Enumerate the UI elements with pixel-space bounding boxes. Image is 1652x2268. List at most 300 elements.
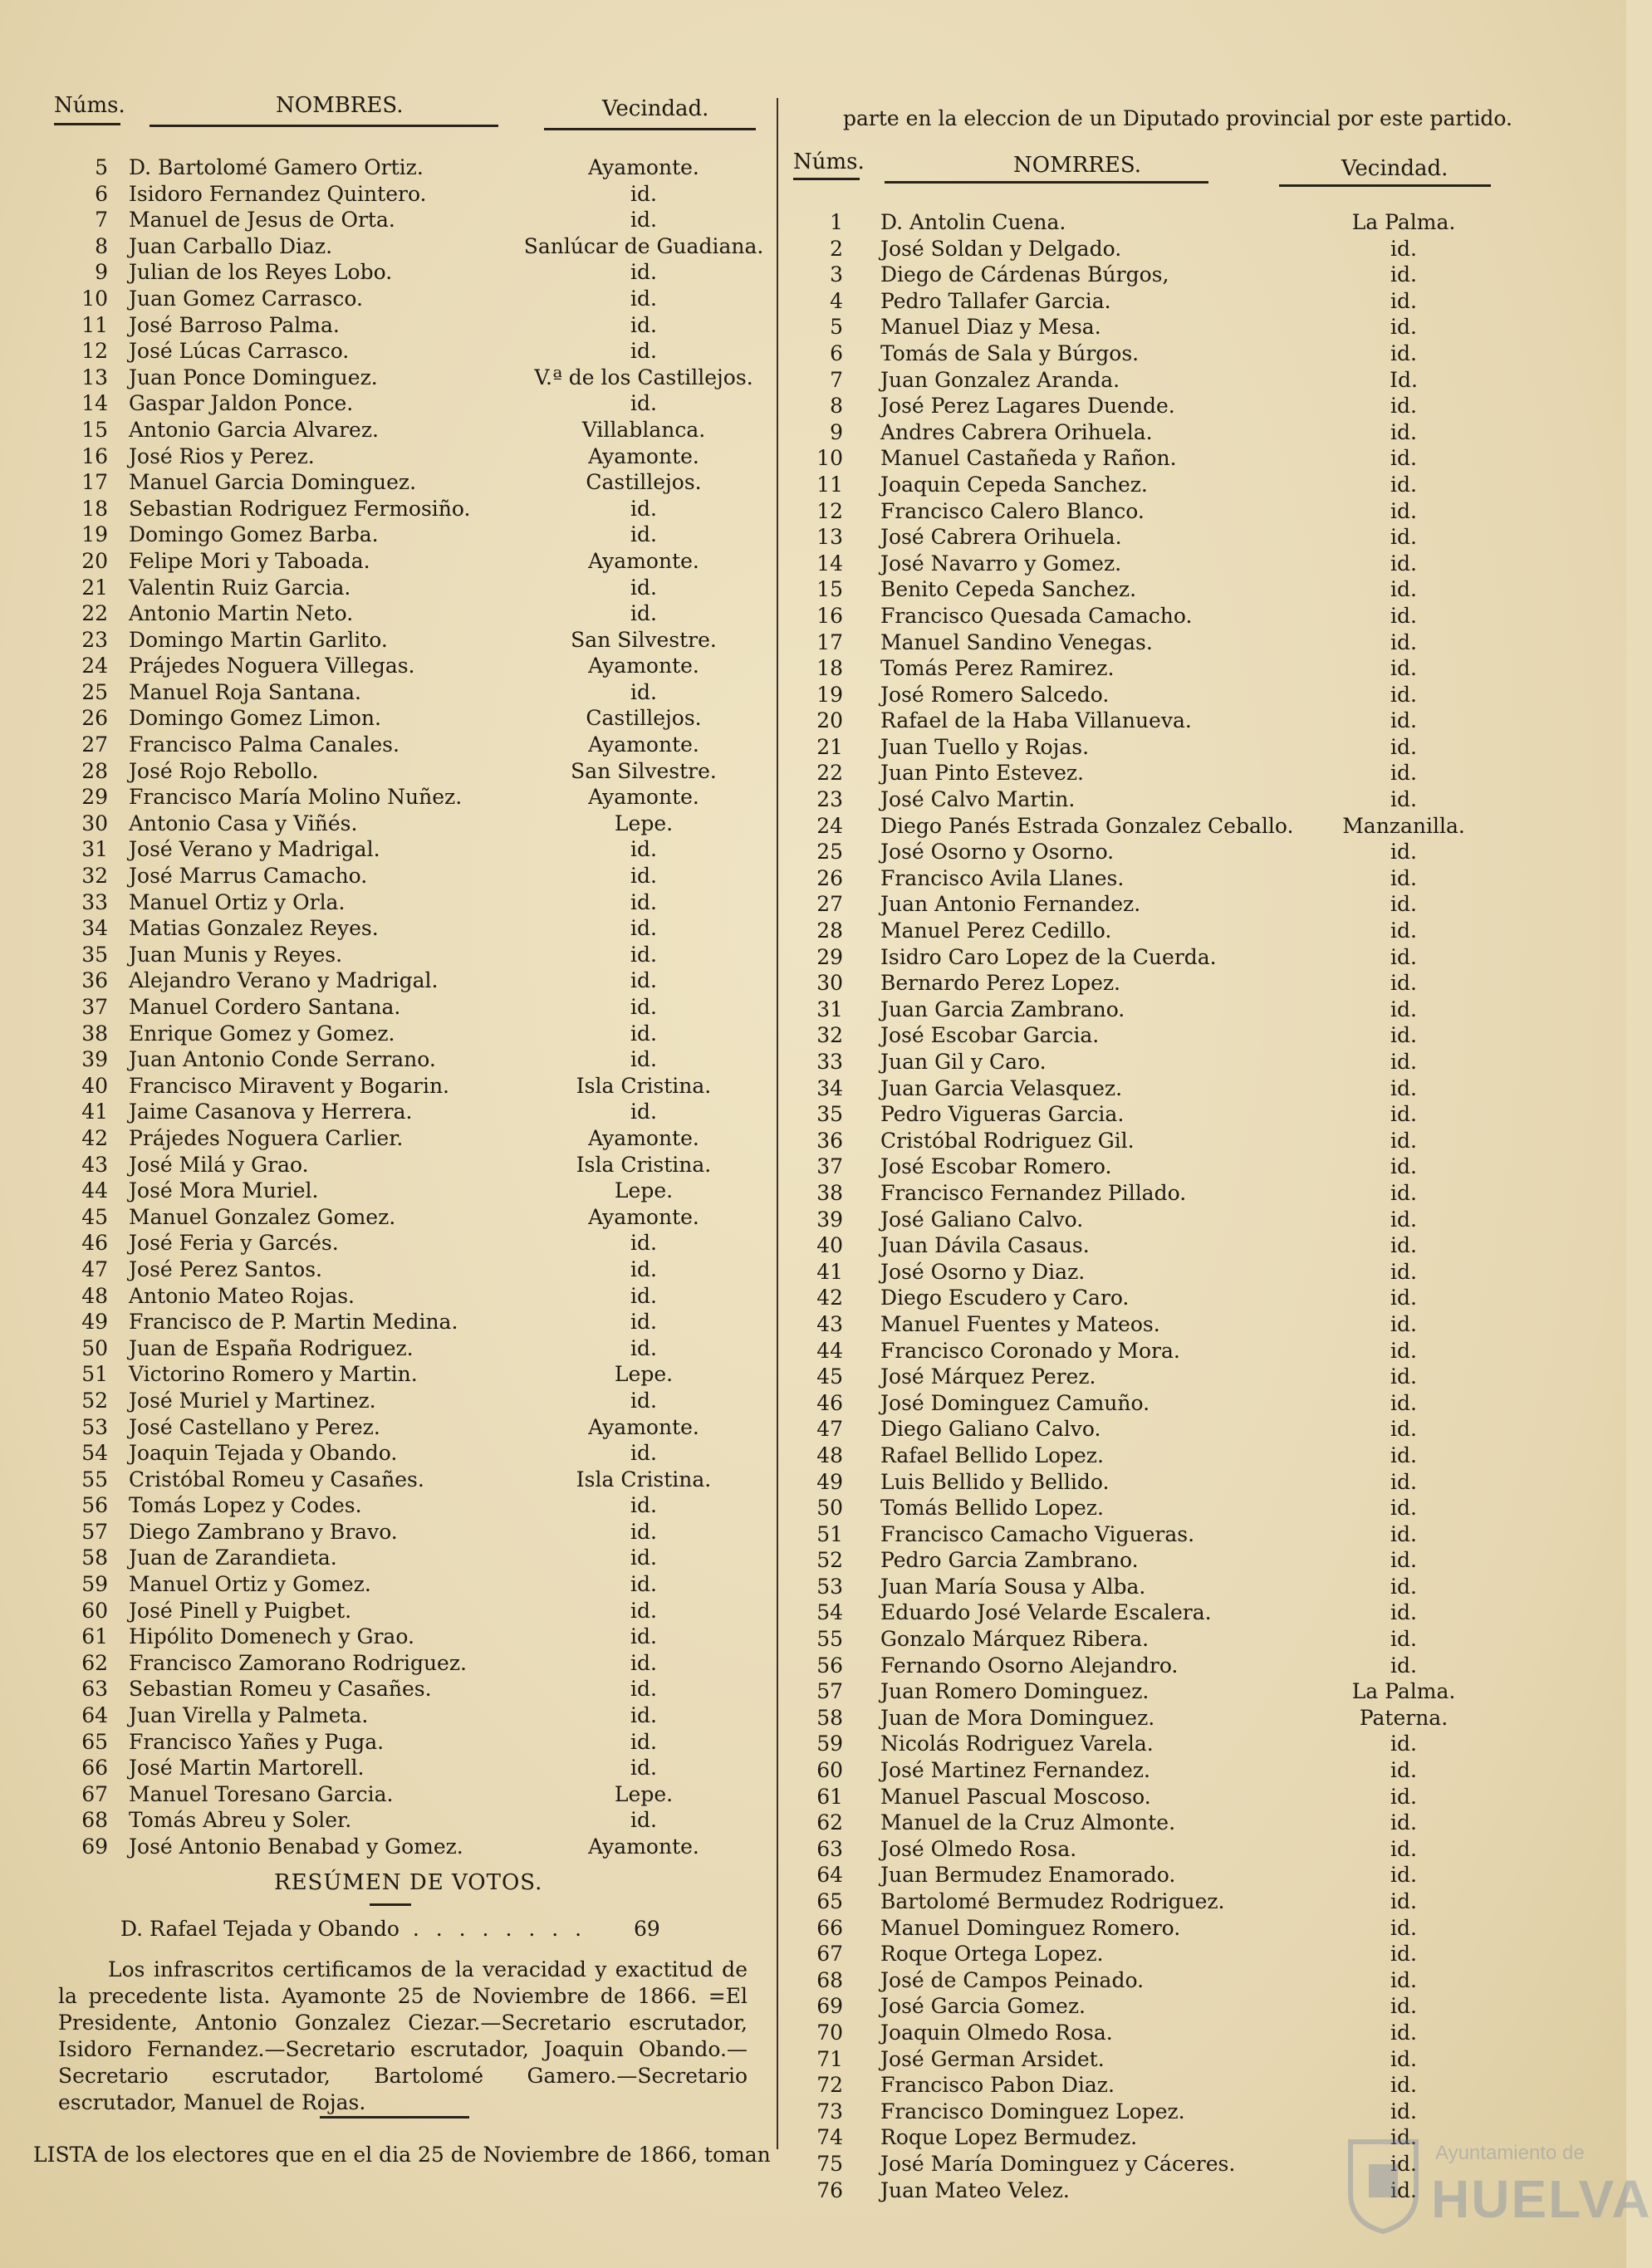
- elector-name: Juan de España Rodriguez.: [129, 1335, 414, 1360]
- elector-name: José Escobar Romero.: [880, 1154, 1112, 1179]
- elector-vecindad: Ayamonte.: [588, 1125, 699, 1150]
- elector-vecindad: id.: [1390, 1784, 1417, 1809]
- elector-row: [50, 1571, 764, 1598]
- elector-name: Diego Panés Estrada Gonzalez Ceballo.: [880, 813, 1294, 838]
- elector-row: [50, 1309, 764, 1335]
- elector-name: Prájedes Noguera Carlier.: [129, 1125, 404, 1150]
- elector-number: 65: [81, 1729, 108, 1754]
- elector-row: [789, 314, 1495, 340]
- elector-row: [789, 524, 1495, 551]
- elector-number: 57: [81, 1519, 108, 1544]
- elector-name: Domingo Martin Garlito.: [129, 627, 388, 652]
- elector-number: 64: [81, 1703, 108, 1728]
- elector-name: D. Antolin Cuena.: [880, 210, 1066, 234]
- elector-name: Cristóbal Romeu y Casañes.: [129, 1467, 424, 1492]
- elector-vecindad: id.: [1390, 787, 1417, 812]
- elector-vecindad: id.: [1390, 629, 1417, 654]
- elector-row: [50, 1414, 764, 1441]
- elector-vecindad: id.: [1390, 1863, 1417, 1888]
- elector-row: [50, 1152, 764, 1178]
- elector-number: 22: [816, 761, 843, 786]
- header-rule: [54, 123, 120, 125]
- elector-row: [50, 967, 764, 994]
- elector-name: Pedro Tallafer Garcia.: [880, 288, 1111, 313]
- elector-row: [50, 1807, 764, 1834]
- elector-vecindad: id.: [630, 1021, 657, 1046]
- elector-number: 61: [81, 1624, 108, 1649]
- elector-vecindad: id.: [630, 575, 657, 600]
- right-elector-list: [789, 209, 1495, 2203]
- elector-row: [789, 1075, 1495, 1102]
- elector-name: José María Dominguez y Cáceres.: [880, 2151, 1236, 2176]
- elector-name: José Martin Martorell.: [129, 1756, 365, 1781]
- elector-name: Francisco Yañes y Puga.: [129, 1729, 385, 1754]
- elector-vecindad: id.: [1390, 2073, 1417, 2098]
- header-rule: [1279, 184, 1491, 187]
- elector-name: Francisco de P. Martin Medina.: [129, 1310, 458, 1335]
- elector-number: 14: [81, 391, 108, 416]
- elector-vecindad: id.: [1390, 1443, 1417, 1467]
- elector-name: Juan Bermudez Enamorado.: [880, 1863, 1176, 1888]
- elector-name: José Lúcas Carrasco.: [129, 339, 350, 364]
- elector-row: [789, 2072, 1495, 2099]
- elector-row: [789, 1941, 1495, 1967]
- elector-number: 6: [95, 181, 108, 206]
- elector-row: [789, 1599, 1495, 1626]
- elector-name: Juan Ponce Dominguez.: [129, 365, 378, 389]
- elector-vecindad: id.: [1390, 1967, 1417, 1992]
- elector-vecindad: id.: [630, 1808, 657, 1833]
- elector-name: Isidoro Fernandez Quintero.: [129, 181, 427, 206]
- elector-vecindad: id.: [630, 837, 657, 862]
- elector-number: 40: [81, 1073, 108, 1098]
- elector-name: José Rojo Rebollo.: [129, 758, 319, 783]
- elector-row: [50, 915, 764, 942]
- elector-name: Felipe Mori y Taboada.: [129, 548, 370, 573]
- elector-name: Benito Cepeda Sanchez.: [880, 577, 1137, 602]
- elector-number: 37: [816, 1154, 843, 1179]
- elector-number: 37: [81, 995, 108, 1019]
- elector-vecindad: id.: [630, 1231, 657, 1256]
- elector-name: Rafael Bellido Lopez.: [880, 1443, 1104, 1467]
- elector-name: Diego Zambrano y Bravo.: [129, 1519, 398, 1544]
- elector-number: 75: [816, 2151, 843, 2176]
- elector-row: [50, 1781, 764, 1808]
- elector-vecindad: id.: [630, 1493, 657, 1518]
- elector-name: Fernando Osorno Alejandro.: [880, 1653, 1179, 1678]
- elector-number: 57: [816, 1679, 843, 1704]
- elector-row: [789, 1993, 1495, 2020]
- elector-vecindad: id.: [1390, 892, 1417, 917]
- column-divider: [777, 98, 778, 2149]
- elector-vecindad: id.: [630, 889, 657, 914]
- elector-row: [789, 1049, 1495, 1075]
- elector-number: 31: [81, 837, 108, 862]
- elector-name: Juan Mateo Velez.: [880, 2177, 1070, 2202]
- elector-vecindad: id.: [630, 995, 657, 1019]
- elector-row: [50, 1519, 764, 1545]
- elector-row: [50, 1545, 764, 1571]
- elector-number: 23: [81, 627, 108, 652]
- elector-vecindad: id.: [630, 339, 657, 364]
- elector-number: 49: [816, 1469, 843, 1494]
- elector-vecindad: id.: [1390, 1286, 1417, 1310]
- elector-vecindad: Sanlúcar de Guadiana.: [523, 233, 764, 258]
- elector-row: [789, 393, 1495, 419]
- elector-number: 44: [816, 1338, 843, 1363]
- elector-name: Gonzalo Márquez Ribera.: [880, 1627, 1150, 1652]
- elector-number: 26: [81, 706, 108, 731]
- elector-vecindad: id.: [630, 312, 657, 337]
- elector-name: José Osorno y Diaz.: [880, 1259, 1086, 1284]
- elector-name: Tomás de Sala y Búrgos.: [880, 340, 1140, 365]
- elector-name: Manuel Sandino Venegas.: [880, 629, 1153, 654]
- elector-vecindad: San Silvestre.: [571, 758, 717, 783]
- elector-number: 76: [816, 2177, 843, 2202]
- elector-row: [50, 679, 764, 706]
- elector-name: Gaspar Jaldon Ponce.: [129, 391, 354, 416]
- elector-vecindad: id.: [1390, 1994, 1417, 2019]
- elector-name: Francisco Dominguez Lopez.: [880, 2099, 1185, 2123]
- elector-row: [789, 1232, 1495, 1259]
- elector-vecindad: id.: [630, 522, 657, 547]
- elector-name: José Dominguez Camuño.: [880, 1390, 1150, 1415]
- elector-name: Francisco Fernandez Pillado.: [880, 1180, 1187, 1205]
- elector-vecindad: Id.: [1390, 367, 1418, 392]
- elector-name: Juan Pinto Estevez.: [880, 761, 1084, 786]
- elector-row: [789, 498, 1495, 525]
- elector-number: 47: [81, 1256, 108, 1281]
- elector-row: [50, 1283, 764, 1310]
- elector-name: Juan María Sousa y Alba.: [880, 1574, 1146, 1599]
- elector-vecindad: id.: [1390, 1259, 1417, 1284]
- elector-number: 44: [81, 1178, 108, 1203]
- elector-number: 10: [81, 286, 108, 311]
- elector-number: 18: [816, 656, 843, 681]
- elector-number: 46: [81, 1231, 108, 1256]
- elector-name: Manuel Dominguez Romero.: [880, 1915, 1181, 1940]
- elector-row: [789, 2099, 1495, 2125]
- elector-vecindad: id.: [1390, 971, 1417, 996]
- elector-name: D. Bartolomé Gamero Ortiz.: [129, 155, 424, 179]
- elector-row: [50, 312, 764, 339]
- elector-vecindad: id.: [1390, 708, 1417, 733]
- elector-vecindad: id.: [1390, 1390, 1417, 1415]
- elector-number: 48: [81, 1283, 108, 1308]
- elector-vecindad: Ayamonte.: [588, 1204, 699, 1229]
- elector-vecindad: id.: [630, 1703, 657, 1728]
- elector-row: [789, 1547, 1495, 1574]
- elector-name: Manuel Diaz y Mesa.: [880, 315, 1101, 340]
- elector-number: 16: [816, 603, 843, 628]
- elector-vecindad: id.: [630, 1677, 657, 1702]
- elector-row: [50, 836, 764, 863]
- lista-title: LISTA de los electores que en el dia 25 de Noviembre de 1866, toman: [33, 2143, 771, 2167]
- elector-row: [50, 575, 764, 601]
- elector-number: 61: [816, 1784, 843, 1809]
- elector-name: Manuel Toresano Garcia.: [129, 1781, 394, 1806]
- elector-vecindad: id.: [1390, 1836, 1417, 1861]
- elector-vecindad: id.: [1390, 315, 1417, 340]
- elector-number: 32: [816, 1023, 843, 1048]
- elector-row: [50, 1492, 764, 1519]
- elector-row: [789, 1259, 1495, 1286]
- elector-vecindad: id.: [1390, 551, 1417, 576]
- elector-name: Pedro Vigueras Garcia.: [880, 1102, 1125, 1127]
- elector-vecindad: id.: [1390, 2151, 1417, 2176]
- elector-row: [50, 207, 764, 233]
- elector-number: 15: [81, 417, 108, 442]
- elector-row: [789, 1784, 1495, 1810]
- elector-row: [789, 367, 1495, 394]
- elector-row: [50, 942, 764, 968]
- elector-vecindad: id.: [1390, 918, 1417, 943]
- elector-vecindad: Ayamonte.: [588, 785, 699, 810]
- elector-vecindad: id.: [1390, 1338, 1417, 1363]
- elector-vecindad: V.ª de los Castillejos.: [534, 365, 753, 389]
- elector-number: 25: [81, 679, 108, 704]
- elector-number: 9: [95, 260, 108, 285]
- elector-number: 42: [81, 1125, 108, 1150]
- elector-name: Juan Antonio Conde Serrano.: [129, 1047, 436, 1072]
- elector-row: [789, 629, 1495, 656]
- elector-name: Manuel Castañeda y Rañon.: [880, 446, 1177, 471]
- elector-name: Cristóbal Rodriguez Gil.: [880, 1128, 1135, 1153]
- elector-row: [50, 496, 764, 522]
- elector-name: Francisco Calero Blanco.: [880, 498, 1145, 523]
- elector-name: Diego de Cárdenas Búrgos,: [880, 262, 1169, 287]
- elector-vecindad: id.: [630, 916, 657, 941]
- resumen-title: RESÚMEN DE VOTOS.: [274, 1870, 543, 1895]
- elector-vecindad: id.: [1390, 734, 1417, 759]
- elector-vecindad: id.: [1390, 1128, 1417, 1153]
- elector-vecindad: id.: [1390, 1627, 1417, 1652]
- elector-row: [50, 1335, 764, 1362]
- elector-vecindad: id.: [1390, 446, 1417, 471]
- elector-name: Juan de Mora Dominguez.: [880, 1705, 1155, 1730]
- elector-vecindad: id.: [1390, 865, 1417, 890]
- elector-vecindad: id.: [1390, 2046, 1417, 2071]
- elector-number: 24: [81, 654, 108, 678]
- elector-row: [789, 1022, 1495, 1049]
- elector-number: 20: [816, 708, 843, 733]
- elector-number: 30: [816, 971, 843, 996]
- elector-row: [789, 603, 1495, 629]
- elector-number: 5: [95, 155, 108, 179]
- elector-row: [789, 682, 1495, 708]
- elector-name: Domingo Gomez Limon.: [129, 706, 381, 731]
- elector-row: [50, 1650, 764, 1677]
- elector-row: [50, 600, 764, 627]
- elector-number: 55: [81, 1467, 108, 1492]
- elector-name: Manuel Gonzalez Gomez.: [129, 1204, 396, 1229]
- city-shield-icon: [1344, 2135, 1423, 2235]
- elector-number: 29: [816, 944, 843, 969]
- elector-number: 35: [816, 1102, 843, 1127]
- elector-vecindad: id.: [630, 496, 657, 521]
- elector-row: [789, 1416, 1495, 1443]
- elector-number: 51: [81, 1362, 108, 1387]
- elector-row: [789, 1705, 1495, 1732]
- elector-number: 62: [816, 1810, 843, 1835]
- elector-vecindad: id.: [1390, 1207, 1417, 1232]
- elector-vecindad: id.: [630, 181, 657, 206]
- elector-vecindad: Ayamonte.: [588, 1834, 699, 1859]
- vote-count: 69: [634, 1917, 660, 1941]
- elector-number: 54: [81, 1441, 108, 1466]
- elector-row: [789, 262, 1495, 288]
- elector-vecindad: id.: [1390, 2020, 1417, 2045]
- elector-row: [789, 1364, 1495, 1390]
- elector-vecindad: id.: [630, 1624, 657, 1649]
- elector-number: 41: [816, 1259, 843, 1284]
- elector-name: Tomás Bellido Lopez.: [880, 1496, 1104, 1521]
- elector-number: 13: [816, 525, 843, 550]
- elector-row: [50, 1099, 764, 1125]
- elector-vecindad: id.: [1390, 682, 1417, 707]
- elector-vecindad: id.: [1390, 1600, 1417, 1625]
- elector-name: Manuel Roja Santana.: [129, 679, 361, 704]
- elector-vecindad: id.: [630, 1519, 657, 1544]
- elector-row: [50, 1624, 764, 1650]
- elector-row: [789, 288, 1495, 315]
- elector-name: Juan Gomez Carrasco.: [129, 286, 363, 311]
- elector-name: Jaime Casanova y Herrera.: [129, 1100, 413, 1124]
- elector-number: 35: [81, 942, 108, 967]
- elector-name: Juan Munis y Reyes.: [129, 942, 343, 967]
- elector-name: Tomás Perez Ramirez.: [880, 656, 1115, 681]
- elector-name: Alejandro Verano y Madrigal.: [129, 968, 439, 993]
- elector-name: Bartolomé Bermudez Rodriguez.: [880, 1889, 1225, 1913]
- header-nombres: NOMRRES.: [1013, 153, 1141, 178]
- elector-number: 24: [816, 813, 843, 838]
- elector-name: Sebastian Romeu y Casañes.: [129, 1677, 432, 1702]
- elector-number: 59: [816, 1732, 843, 1756]
- elector-row: [50, 154, 764, 181]
- elector-row: [789, 576, 1495, 603]
- elector-row: [789, 970, 1495, 997]
- elector-row: [789, 839, 1495, 865]
- elector-name: Manuel Fuentes y Mateos.: [880, 1311, 1160, 1336]
- elector-number: 15: [816, 577, 843, 602]
- elector-row: [789, 1757, 1495, 1784]
- elector-vecindad: id.: [1390, 1364, 1417, 1389]
- elector-vecindad: id.: [630, 1335, 657, 1360]
- elector-number: 11: [816, 472, 843, 497]
- elector-vecindad: Ayamonte.: [588, 548, 699, 573]
- elector-number: 7: [830, 367, 843, 392]
- watermark-big-text: HUELVA: [1431, 2169, 1652, 2229]
- elector-vecindad: La Palma.: [1351, 1679, 1456, 1704]
- elector-vecindad: id.: [630, 391, 657, 416]
- elector-row: [789, 1101, 1495, 1128]
- elector-number: 10: [816, 446, 843, 471]
- elector-row: [50, 233, 764, 260]
- elector-name: Juan Garcia Zambrano.: [880, 997, 1125, 1021]
- elector-name: Nicolás Rodriguez Varela.: [880, 1732, 1154, 1756]
- vote-dots: . . . . . . . .: [412, 1917, 587, 1941]
- elector-row: [789, 1154, 1495, 1180]
- elector-number: 65: [816, 1889, 843, 1913]
- elector-name: José Galiano Calvo.: [880, 1207, 1084, 1232]
- elector-row: [789, 918, 1495, 944]
- elector-vecindad: id.: [1390, 840, 1417, 865]
- elector-row: [50, 286, 764, 312]
- elector-vecindad: id.: [1390, 1574, 1417, 1599]
- elector-name: Juan Carballo Diaz.: [129, 233, 333, 258]
- elector-number: 50: [81, 1335, 108, 1360]
- elector-vecindad: id.: [630, 601, 657, 626]
- header-rule: [544, 128, 756, 130]
- elector-vecindad: id.: [630, 260, 657, 285]
- elector-number: 19: [816, 682, 843, 707]
- elector-vecindad: Lepe.: [614, 811, 674, 835]
- elector-number: 50: [816, 1496, 843, 1521]
- elector-number: 71: [816, 2046, 843, 2071]
- elector-name: José Soldan y Delgado.: [880, 236, 1122, 261]
- elector-vecindad: Ayamonte.: [588, 1414, 699, 1439]
- elector-row: [50, 1388, 764, 1414]
- elector-row: [50, 994, 764, 1021]
- elector-number: 5: [830, 315, 843, 340]
- elector-number: 27: [81, 732, 108, 757]
- elector-row: [50, 889, 764, 916]
- elector-vecindad: id.: [1390, 288, 1417, 313]
- elector-vecindad: Paterna.: [1359, 1705, 1449, 1730]
- elector-number: 45: [81, 1204, 108, 1229]
- elector-number: 17: [816, 629, 843, 654]
- elector-number: 53: [816, 1574, 843, 1599]
- elector-name: José de Campos Peinado.: [880, 1967, 1145, 1992]
- elector-vecindad: id.: [630, 1545, 657, 1570]
- elector-name: Roque Ortega Lopez.: [880, 1942, 1104, 1967]
- elector-row: [789, 551, 1495, 577]
- elector-row: [50, 1467, 764, 1493]
- elector-row: [50, 758, 764, 785]
- elector-number: 58: [816, 1705, 843, 1730]
- elector-vecindad: id.: [1390, 656, 1417, 681]
- elector-number: 6: [830, 340, 843, 365]
- elector-row: [50, 784, 764, 811]
- elector-number: 62: [81, 1650, 108, 1675]
- elector-vecindad: id.: [630, 1441, 657, 1466]
- elector-vecindad: id.: [630, 1283, 657, 1308]
- elector-name: José Verano y Madrigal.: [129, 837, 380, 862]
- elector-row: [50, 1729, 764, 1756]
- elector-name: Antonio Garcia Alvarez.: [129, 417, 379, 442]
- elector-number: 69: [81, 1834, 108, 1859]
- elector-number: 70: [816, 2020, 843, 2045]
- elector-name: Manuel Cordero Santana.: [129, 995, 401, 1019]
- elector-vecindad: Lepe.: [614, 1178, 674, 1203]
- elector-name: Julian de los Reyes Lobo.: [129, 260, 393, 285]
- elector-number: 56: [81, 1493, 108, 1518]
- elector-name: Juan Garcia Velasquez.: [880, 1075, 1123, 1100]
- elector-number: 43: [81, 1152, 108, 1177]
- elector-name: Antonio Casa y Viñés.: [129, 811, 358, 835]
- elector-row: [50, 1755, 764, 1781]
- elector-name: Manuel Ortiz y Gomez.: [129, 1572, 371, 1597]
- elector-number: 20: [81, 548, 108, 573]
- elector-row: [789, 2046, 1495, 2073]
- elector-number: 7: [95, 208, 108, 233]
- elector-row: [50, 469, 764, 496]
- elector-number: 34: [81, 916, 108, 941]
- elector-vecindad: La Palma.: [1351, 210, 1456, 234]
- elector-name: José Pinell y Puigbet.: [129, 1598, 352, 1623]
- elector-name: Francisco Palma Canales.: [129, 732, 400, 757]
- elector-name: Manuel Ortiz y Orla.: [129, 889, 346, 914]
